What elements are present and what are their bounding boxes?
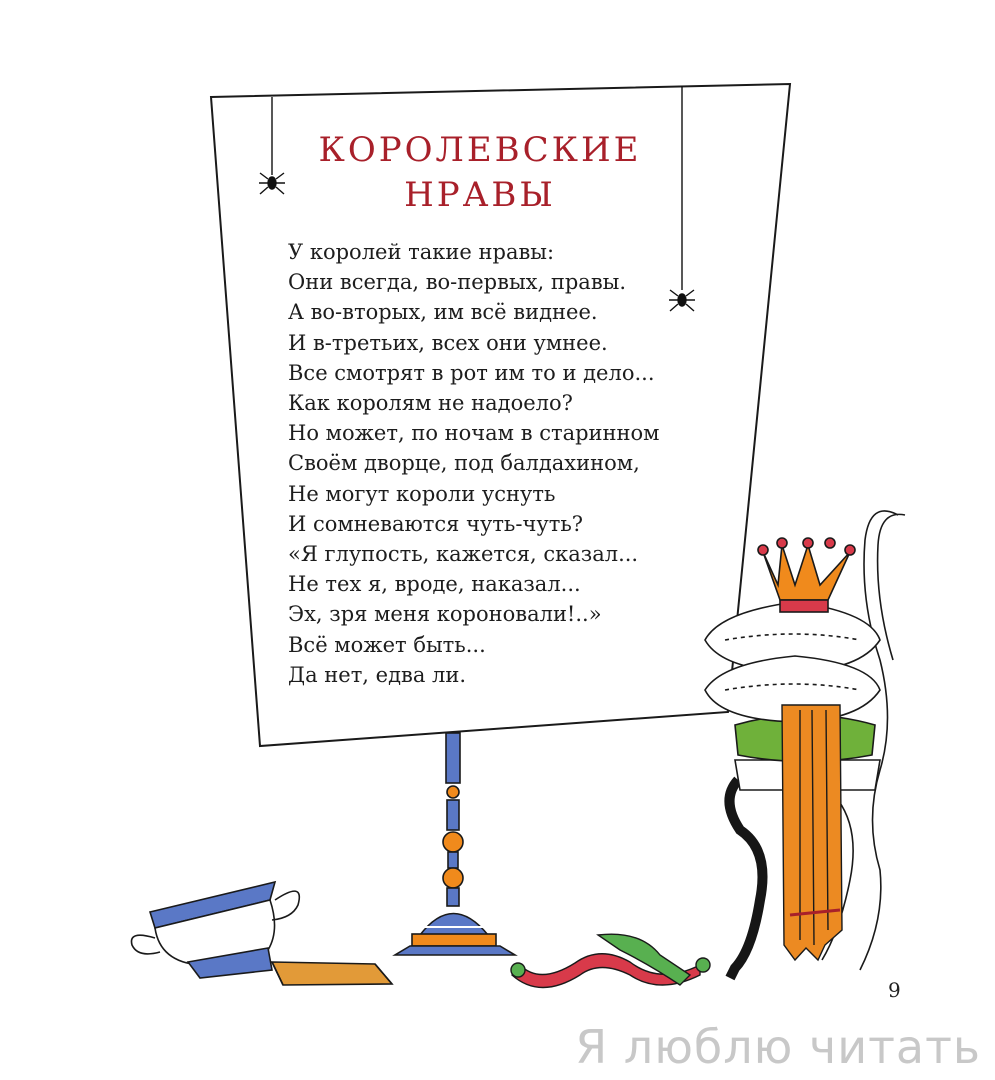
pillow-stack [705,602,880,722]
poem-text [288,237,660,690]
poem-line: Всё может быть... [288,632,486,657]
crown-icon [758,538,855,612]
poem-title [300,128,660,218]
scarf [782,705,842,960]
poster-stand [395,733,515,955]
poem-line: Как королям не надоело? [288,391,573,416]
book [272,962,392,985]
poem-line: Не тех я, вроде, наказал... [288,572,581,597]
poem-line: Они всегда, во-первых, правы. [288,270,627,295]
watermark: Я люблю читать [575,1020,981,1074]
poem-line: Эх, зря меня короновали!..» [288,602,602,627]
poem-line: Своём дворце, под балдахином, [288,451,640,476]
poem-line: Все смотрят в рот им то и дело... [288,360,655,385]
poem-title-line: КОРОЛЕВСКИЕ [318,130,642,170]
ribbon [511,934,710,987]
poem-line: Но может, по ночам в старинном [288,421,660,446]
poem-line: Да нет, едва ли. [288,662,467,687]
page-number: 9 [888,978,901,1002]
poem-line: Не могут короли уснуть [288,481,556,506]
poem-line: И в-третьих, всех они умнее. [288,330,608,355]
poem-title-line: НРАВЫ [404,175,556,215]
poem-line: И сомневаются чуть-чуть? [288,511,584,536]
poem-line: «Я глупость, кажется, сказал... [288,542,639,567]
poem-line: У королей такие нравы: [288,240,555,264]
poem-line: А во-вторых, им всё виднее. [288,300,598,325]
